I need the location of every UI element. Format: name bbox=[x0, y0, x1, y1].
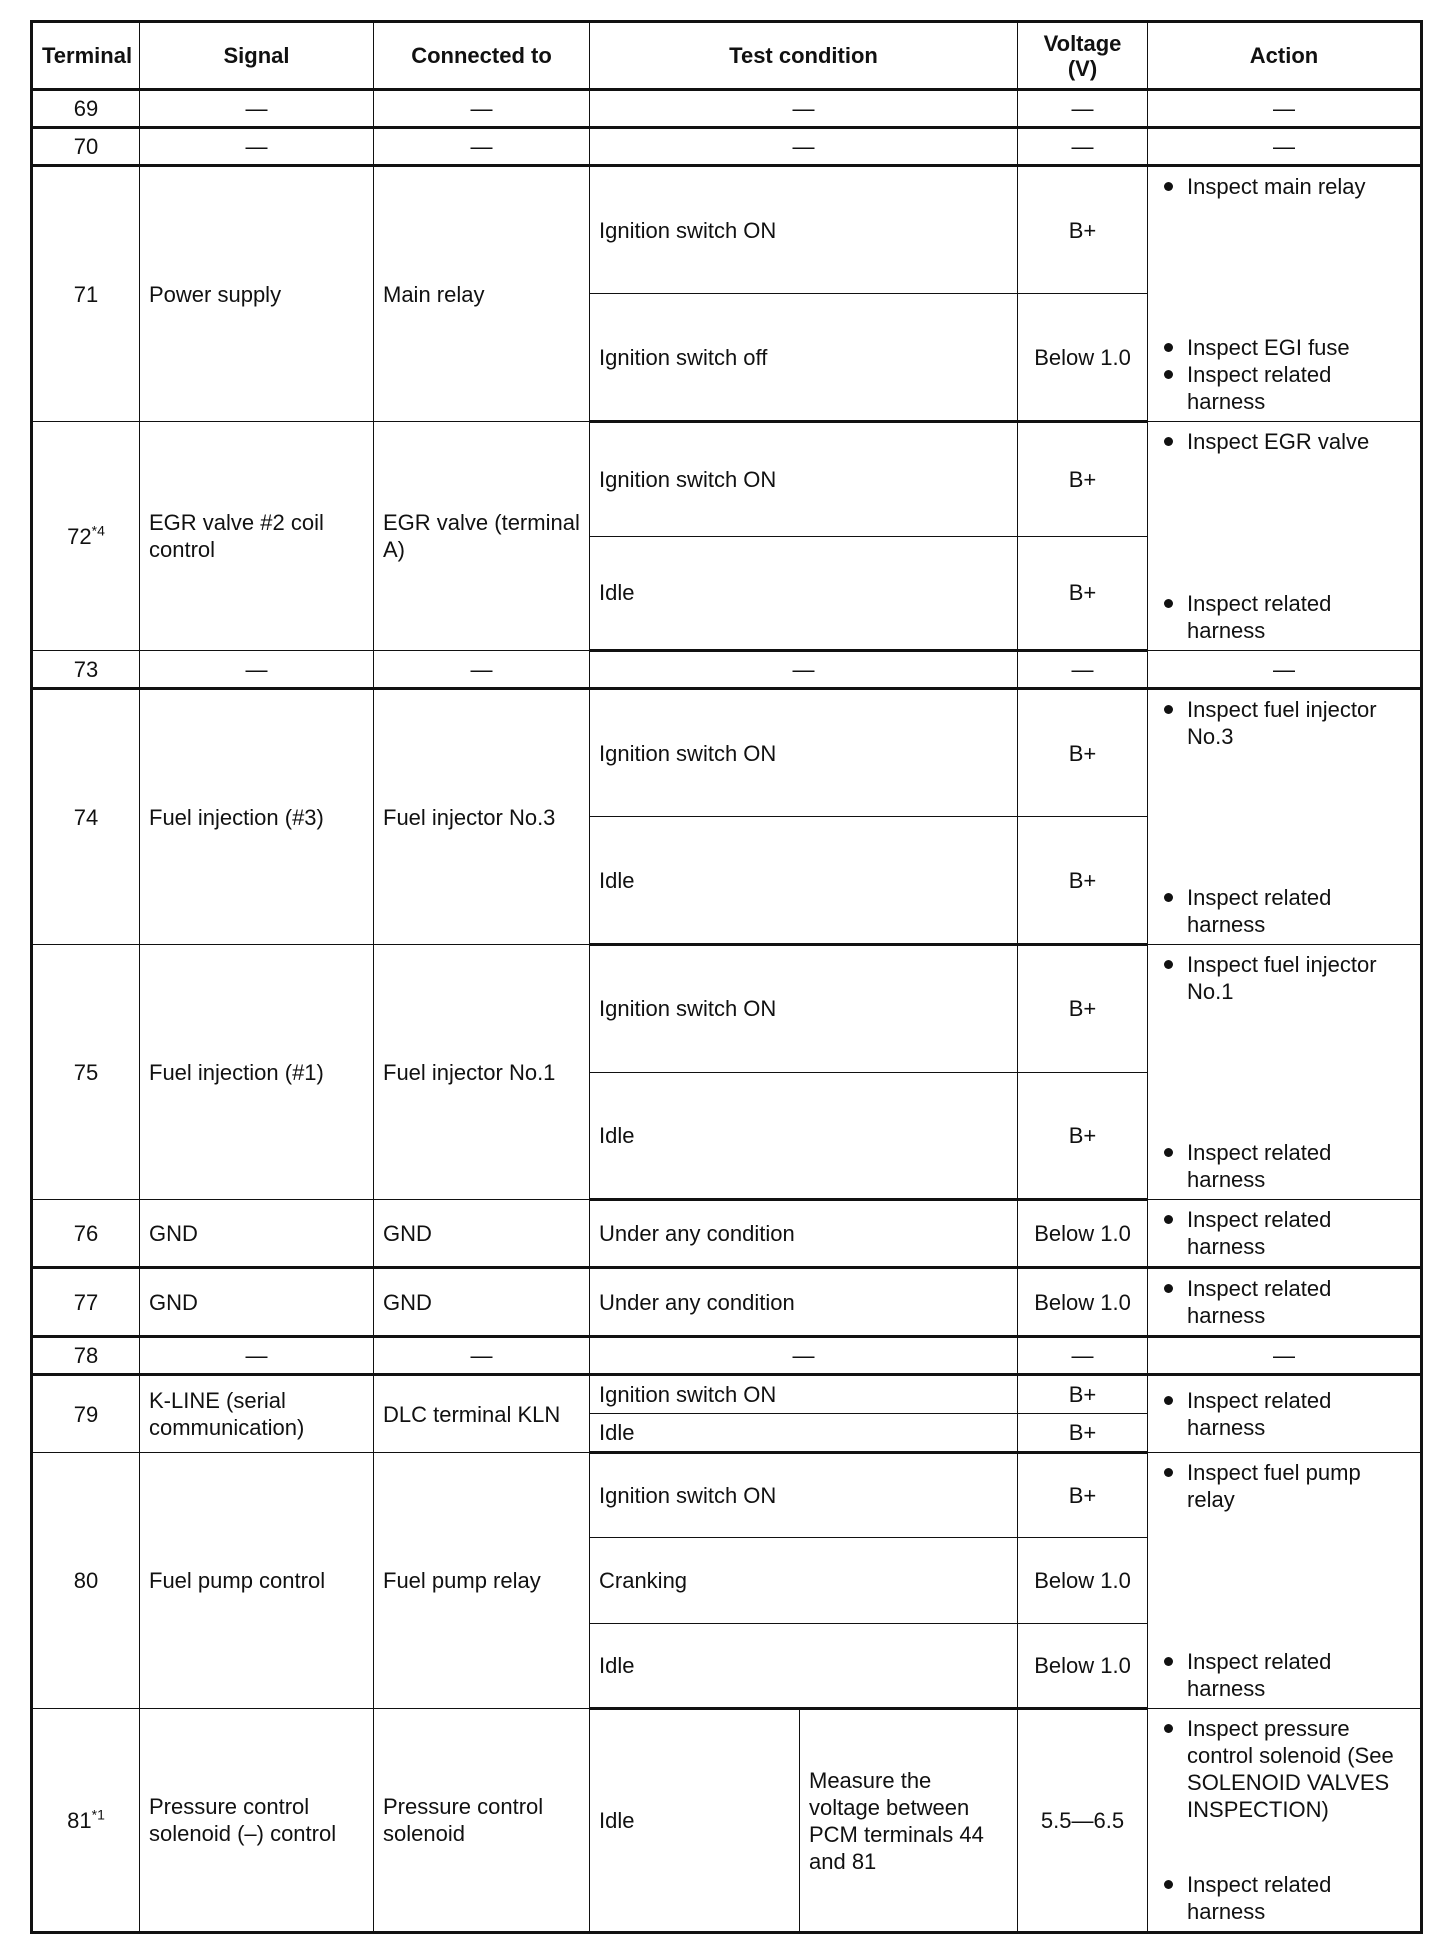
action-item: Inspect related harness bbox=[1162, 1648, 1412, 1702]
action-item: Inspect fuel injector No.3 bbox=[1162, 696, 1412, 750]
test-condition-cell: Ignition switch ON bbox=[590, 689, 1018, 817]
bullet-icon bbox=[1164, 370, 1173, 379]
voltage-cell: B+ bbox=[1018, 1375, 1148, 1414]
test-condition-cell: Ignition switch ON bbox=[590, 166, 1018, 294]
test-condition-cell: Idle bbox=[590, 1072, 1018, 1200]
dash-cell: — bbox=[140, 651, 374, 689]
voltage-cell: 5.5—6.5 bbox=[1018, 1709, 1148, 1933]
table-row bbox=[32, 651, 1422, 689]
bullet-icon bbox=[1164, 1657, 1173, 1666]
header-action: Action bbox=[1148, 22, 1422, 90]
action-cell bbox=[1148, 1375, 1422, 1453]
action-cell bbox=[1148, 1709, 1422, 1933]
action-item: Inspect related harness bbox=[1162, 590, 1412, 644]
action-cell bbox=[1148, 689, 1422, 945]
dash-cell: — bbox=[1018, 651, 1148, 689]
dash-cell: — bbox=[1148, 90, 1422, 128]
terminal-cell: 75 bbox=[32, 945, 140, 1200]
dash-cell: — bbox=[374, 90, 590, 128]
terminal-cell: 77 bbox=[32, 1268, 140, 1337]
signal-cell: GND bbox=[140, 1200, 374, 1268]
test-condition-cell: Under any condition bbox=[590, 1200, 1018, 1268]
action-cell bbox=[1148, 1200, 1422, 1268]
dash-cell: — bbox=[140, 128, 374, 166]
dash-cell: — bbox=[1148, 1337, 1422, 1375]
action-item: Inspect pressure control solenoid (See SOLENOID VALVES INSPECTION) bbox=[1162, 1715, 1412, 1823]
action-item: Inspect related harness bbox=[1162, 1206, 1412, 1260]
test-condition-cell: Idle bbox=[590, 1414, 1018, 1453]
action-cell bbox=[1148, 422, 1422, 651]
action-cell bbox=[1148, 1453, 1422, 1709]
signal-cell: K-LINE (serial communication) bbox=[140, 1375, 374, 1453]
bullet-icon bbox=[1164, 705, 1173, 714]
connected-cell: Fuel pump relay bbox=[374, 1453, 590, 1709]
action-item: Inspect EGR valve bbox=[1162, 428, 1412, 455]
header-terminal: Terminal bbox=[32, 22, 140, 90]
action-item: Inspect related harness bbox=[1162, 1139, 1412, 1193]
test-condition-cell: Ignition switch ON bbox=[590, 1375, 1018, 1414]
dash-cell: — bbox=[140, 90, 374, 128]
table-row bbox=[32, 90, 1422, 128]
terminal-voltage-table-page bbox=[30, 20, 1423, 1934]
header-voltage: Voltage (V) bbox=[1018, 22, 1148, 90]
action-item: Inspect related harness bbox=[1162, 361, 1412, 415]
signal-cell: GND bbox=[140, 1268, 374, 1337]
test-condition-cell: Under any condition bbox=[590, 1268, 1018, 1337]
signal-cell: Fuel injection (#3) bbox=[140, 689, 374, 945]
dash-cell: — bbox=[1148, 128, 1422, 166]
table-row bbox=[32, 1709, 1422, 1933]
table-row bbox=[32, 1200, 1422, 1268]
terminal-voltage-table bbox=[30, 20, 1423, 1934]
table-row bbox=[32, 1375, 1422, 1414]
footnote-mark: *1 bbox=[91, 1806, 105, 1823]
terminal-cell: 73 bbox=[32, 651, 140, 689]
dash-cell: — bbox=[140, 1337, 374, 1375]
voltage-cell: B+ bbox=[1018, 945, 1148, 1073]
voltage-cell: B+ bbox=[1018, 422, 1148, 537]
connected-cell: Fuel injector No.3 bbox=[374, 689, 590, 945]
connected-cell: Fuel injector No.1 bbox=[374, 945, 590, 1200]
voltage-cell: Below 1.0 bbox=[1018, 1538, 1148, 1623]
header-signal: Signal bbox=[140, 22, 374, 90]
signal-cell: Power supply bbox=[140, 166, 374, 422]
test-condition-cell: Ignition switch ON bbox=[590, 1453, 1018, 1538]
terminal-cell: 72$^{*4}$ bbox=[32, 422, 140, 651]
terminal-cell: 70 bbox=[32, 128, 140, 166]
action-item: Inspect fuel pump relay bbox=[1162, 1459, 1412, 1513]
bullet-icon bbox=[1164, 1396, 1173, 1405]
terminal-cell: 79 bbox=[32, 1375, 140, 1453]
bullet-icon bbox=[1164, 1215, 1173, 1224]
dash-cell: — bbox=[1018, 90, 1148, 128]
voltage-cell: B+ bbox=[1018, 689, 1148, 817]
action-cell bbox=[1148, 166, 1422, 422]
terminal-cell: 76 bbox=[32, 1200, 140, 1268]
bullet-icon bbox=[1164, 893, 1173, 902]
table-row bbox=[32, 945, 1422, 1073]
table-row bbox=[32, 1337, 1422, 1375]
test-condition-cell: Idle bbox=[590, 1623, 1018, 1708]
voltage-cell: B+ bbox=[1018, 1453, 1148, 1538]
bullet-icon bbox=[1164, 343, 1173, 352]
footnote-mark: *4 bbox=[91, 522, 105, 539]
bullet-icon bbox=[1164, 182, 1173, 191]
voltage-cell: Below 1.0 bbox=[1018, 294, 1148, 422]
signal-cell: Fuel injection (#1) bbox=[140, 945, 374, 1200]
terminal-cell: 69 bbox=[32, 90, 140, 128]
voltage-cell: Below 1.0 bbox=[1018, 1268, 1148, 1337]
dash-cell: — bbox=[374, 651, 590, 689]
dash-cell: — bbox=[590, 128, 1018, 166]
action-item: Inspect related harness bbox=[1162, 1387, 1412, 1441]
test-condition-cell: Idle bbox=[590, 1709, 800, 1933]
action-item: Inspect EGI fuse bbox=[1162, 334, 1412, 361]
action-cell bbox=[1148, 945, 1422, 1200]
header-row bbox=[32, 22, 1422, 90]
table-row bbox=[32, 689, 1422, 817]
dash-cell: — bbox=[374, 128, 590, 166]
action-item: Inspect related harness bbox=[1162, 1871, 1412, 1925]
header-connected-to: Connected to bbox=[374, 22, 590, 90]
table-row bbox=[32, 1268, 1422, 1337]
bullet-icon bbox=[1164, 437, 1173, 446]
signal-cell: Fuel pump control bbox=[140, 1453, 374, 1709]
bullet-icon bbox=[1164, 1468, 1173, 1477]
terminal-cell: 80 bbox=[32, 1453, 140, 1709]
terminal-cell: 74 bbox=[32, 689, 140, 945]
signal-cell: Pressure control solenoid (–) control bbox=[140, 1709, 374, 1933]
voltage-cell: B+ bbox=[1018, 817, 1148, 945]
table-row bbox=[32, 1453, 1422, 1538]
voltage-cell: B+ bbox=[1018, 166, 1148, 294]
table-row bbox=[32, 166, 1422, 294]
connected-cell: Main relay bbox=[374, 166, 590, 422]
dash-cell: — bbox=[1018, 128, 1148, 166]
test-condition-cell: Ignition switch ON bbox=[590, 945, 1018, 1073]
terminal-cell: 81$^{*1}$ bbox=[32, 1709, 140, 1933]
voltage-cell: Below 1.0 bbox=[1018, 1200, 1148, 1268]
bullet-icon bbox=[1164, 1724, 1173, 1733]
connected-cell: DLC terminal KLN bbox=[374, 1375, 590, 1453]
action-cell bbox=[1148, 1268, 1422, 1337]
terminal-cell: 71 bbox=[32, 166, 140, 422]
voltage-cell: B+ bbox=[1018, 536, 1148, 651]
connected-cell: Pressure control solenoid bbox=[374, 1709, 590, 1933]
signal-cell: EGR valve #2 coil control bbox=[140, 422, 374, 651]
action-item: Inspect related harness bbox=[1162, 1275, 1412, 1329]
header-test-condition: Test condition bbox=[590, 22, 1018, 90]
dash-cell: — bbox=[374, 1337, 590, 1375]
action-item: Inspect related harness bbox=[1162, 884, 1412, 938]
bullet-icon bbox=[1164, 960, 1173, 969]
action-item: Inspect main relay bbox=[1162, 173, 1412, 200]
dash-cell: — bbox=[590, 1337, 1018, 1375]
dash-cell: — bbox=[590, 90, 1018, 128]
voltage-cell: B+ bbox=[1018, 1414, 1148, 1453]
voltage-cell: Below 1.0 bbox=[1018, 1623, 1148, 1708]
test-detail-cell: Measure the voltage between PCM terminals 44 and 81 bbox=[800, 1709, 1018, 1933]
dash-cell: — bbox=[590, 651, 1018, 689]
test-condition-cell: Ignition switch ON bbox=[590, 422, 1018, 537]
connected-cell: GND bbox=[374, 1268, 590, 1337]
dash-cell: — bbox=[1148, 651, 1422, 689]
table-row bbox=[32, 422, 1422, 537]
table-row bbox=[32, 128, 1422, 166]
action-item: Inspect fuel injector No.1 bbox=[1162, 951, 1412, 1005]
voltage-cell: B+ bbox=[1018, 1072, 1148, 1200]
terminal-cell: 78 bbox=[32, 1337, 140, 1375]
test-condition-cell: Cranking bbox=[590, 1538, 1018, 1623]
connected-cell: EGR valve (terminal A) bbox=[374, 422, 590, 651]
dash-cell: — bbox=[1018, 1337, 1148, 1375]
bullet-icon bbox=[1164, 599, 1173, 608]
test-condition-cell: Idle bbox=[590, 817, 1018, 945]
bullet-icon bbox=[1164, 1284, 1173, 1293]
bullet-icon bbox=[1164, 1148, 1173, 1157]
connected-cell: GND bbox=[374, 1200, 590, 1268]
test-condition-cell: Idle bbox=[590, 536, 1018, 651]
bullet-icon bbox=[1164, 1880, 1173, 1889]
test-condition-cell: Ignition switch off bbox=[590, 294, 1018, 422]
